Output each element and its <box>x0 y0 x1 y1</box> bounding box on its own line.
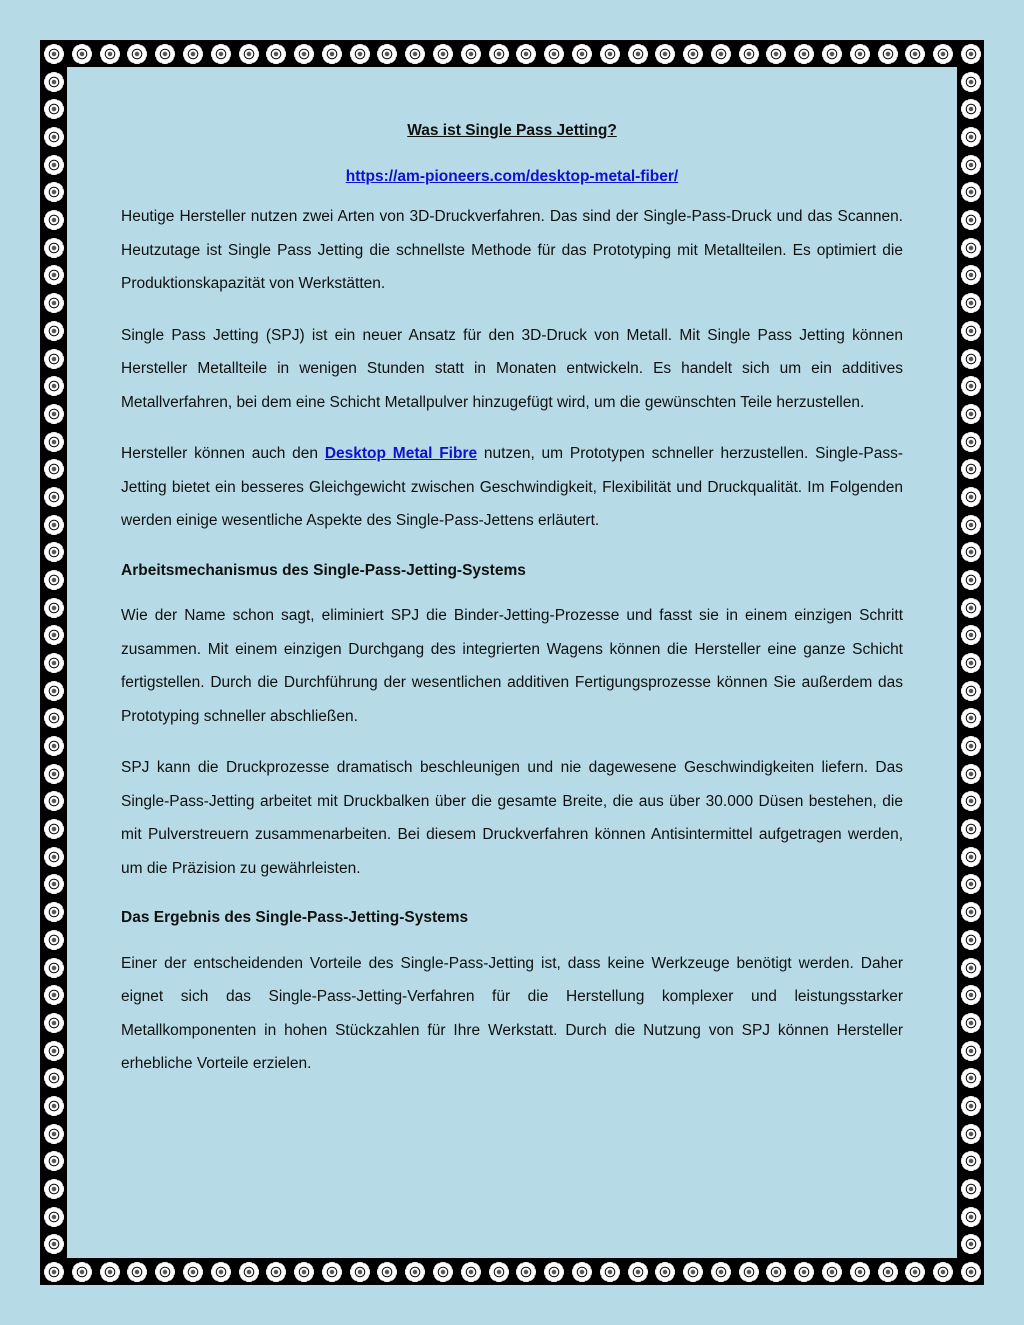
flower-icon <box>961 570 981 590</box>
flower-icon <box>711 1262 731 1282</box>
flower-icon <box>961 293 981 313</box>
flower-icon <box>239 1262 259 1282</box>
flower-icon <box>822 44 842 64</box>
flower-icon <box>100 1262 120 1282</box>
flower-icon <box>711 44 731 64</box>
flower-icon <box>961 1207 981 1227</box>
flower-icon <box>961 847 981 867</box>
flower-icon <box>155 1262 175 1282</box>
flower-icon <box>600 1262 620 1282</box>
paragraph-text: Hersteller können auch den <box>121 445 325 462</box>
flower-icon <box>44 570 64 590</box>
flower-icon <box>961 902 981 922</box>
flower-icon <box>961 44 981 64</box>
flower-icon <box>44 155 64 175</box>
paragraph-mechanism: Wie der Name schon sagt, eliminiert SPJ die Binder-Jetting-Prozesse und fasst sie in einem einzigen Schritt zusammen. Mit einem einzigen Durchgang des integrierten Wagens können die Hersteller eine ganze Schicht fertigstellen. Durch die Durchführung der wesentlichen additiven Fertigungsprozesse können Sie außerdem das Prototyping schneller abschließen. <box>121 607 903 725</box>
flower-icon <box>44 487 64 507</box>
document-body <box>121 112 903 1081</box>
flower-icon <box>44 902 64 922</box>
source-link[interactable]: https://am-pioneers.com/desktop-metal-fiber/ <box>345 168 679 185</box>
flower-icon <box>961 681 981 701</box>
flower-icon <box>294 44 314 64</box>
flower-icon <box>44 819 64 839</box>
desktop-metal-fibre-link[interactable]: Desktop Metal Fibre <box>324 445 478 462</box>
flower-icon <box>44 958 64 978</box>
flower-icon <box>350 1262 370 1282</box>
flower-icon <box>44 1013 64 1033</box>
flower-icon <box>683 44 703 64</box>
flower-icon <box>961 432 981 452</box>
flower-icon <box>600 44 620 64</box>
flower-icon <box>961 1013 981 1033</box>
flower-icon <box>961 238 981 258</box>
paragraph-spj-definition: Single Pass Jetting (SPJ) ist ein neuer Ansatz für den 3D-Druck von Metall. Mit Single Pass Jetting können Hersteller Metallteile in wenigen Stunden statt in Monaten entwickeln. Es handelt sich um ein additives Metallverfahren, bei dem eine Schicht Metallpulver hinzugefügt wird, um die gewünschten Teile herzustellen. <box>121 326 903 411</box>
source-url <box>121 168 903 186</box>
flower-icon <box>72 1262 92 1282</box>
flower-icon <box>961 210 981 230</box>
flower-icon <box>211 44 231 64</box>
flower-icon <box>44 238 64 258</box>
flower-icon <box>878 1262 898 1282</box>
flower-icon <box>961 487 981 507</box>
flower-icon <box>44 515 64 535</box>
flower-icon <box>44 598 64 618</box>
flower-icon <box>44 847 64 867</box>
flower-icon <box>739 1262 759 1282</box>
section-heading-result: Das Ergebnis des Single-Pass-Jetting-Systems <box>121 909 469 926</box>
flower-icon <box>961 1096 981 1116</box>
flower-icon <box>44 1262 64 1282</box>
flower-icon <box>961 72 981 92</box>
flower-icon <box>961 321 981 341</box>
flower-icon <box>183 1262 203 1282</box>
flower-icon <box>961 1124 981 1144</box>
flower-icon <box>822 1262 842 1282</box>
flower-icon <box>961 349 981 369</box>
flower-icon <box>44 349 64 369</box>
flower-icon <box>850 44 870 64</box>
flower-icon <box>878 44 898 64</box>
flower-icon <box>628 1262 648 1282</box>
flower-icon <box>961 155 981 175</box>
flower-icon <box>322 44 342 64</box>
flower-icon <box>44 44 64 64</box>
flower-icon <box>183 44 203 64</box>
flower-icon <box>322 1262 342 1282</box>
flower-icon <box>44 210 64 230</box>
flower-icon <box>433 44 453 64</box>
flower-icon <box>433 1262 453 1282</box>
flower-icon <box>961 515 981 535</box>
paragraph-desktop-metal <box>121 437 903 538</box>
flower-icon <box>239 44 259 64</box>
flower-icon <box>489 1262 509 1282</box>
flower-icon <box>572 44 592 64</box>
flower-icon <box>44 930 64 950</box>
flower-icon <box>961 127 981 147</box>
flower-icon <box>44 127 64 147</box>
flower-icon <box>683 1262 703 1282</box>
flower-icon <box>850 1262 870 1282</box>
flower-icon <box>461 1262 481 1282</box>
flower-icon <box>350 44 370 64</box>
flower-icon <box>961 1179 981 1199</box>
flower-icon <box>628 44 648 64</box>
flower-icon <box>489 44 509 64</box>
paragraph-text: nutzen, um Prototypen schneller herzustellen. Single-Pass-Jetting bietet ein besseres Gleichgewicht zwischen Geschwindigkeit, Flexibilität und Druckqualität. Im Folgenden werden einige wesentliche Aspekte des Single-Pass-Jettens erläutert. <box>121 445 904 529</box>
flower-icon <box>44 1179 64 1199</box>
paragraph-intro: Heutige Hersteller nutzen zwei Arten von 3D-Druckverfahren. Das sind der Single-Pass-Druck und das Scannen. Heutzutage ist Single Pass Jetting die schnellste Methode für das Prototyping mit Metallteilen. Es optimiert die Produktionskapazität von Werkstätten. <box>121 208 903 292</box>
flower-icon <box>44 764 64 784</box>
flower-icon <box>44 681 64 701</box>
flower-icon <box>44 321 64 341</box>
flower-icon <box>100 44 120 64</box>
flower-icon <box>44 736 64 756</box>
flower-icon <box>44 1041 64 1061</box>
flower-icon <box>44 1096 64 1116</box>
flower-icon <box>294 1262 314 1282</box>
flower-icon <box>44 293 64 313</box>
flower-icon <box>461 44 481 64</box>
paragraph-result: Einer der entscheidenden Vorteile des Single-Pass-Jetting ist, dass keine Werkzeuge benötigt werden. Daher eignet sich das Single-Pass-Jetting-Verfahren für die Herstellung komplexer und leistungsstarker Metallkomponenten in hohen Stückzahlen für Ihre Werkstatt. Durch die Nutzung von SPJ können Hersteller erhebliche Vorteile erzielen. <box>121 954 903 1072</box>
flower-icon <box>44 653 64 673</box>
flower-icon <box>961 653 981 673</box>
flower-icon <box>44 1207 64 1227</box>
flower-icon <box>961 958 981 978</box>
flower-icon <box>961 598 981 618</box>
flower-icon <box>961 736 981 756</box>
document-title: Was ist Single Pass Jetting? <box>407 122 617 139</box>
flower-icon <box>72 44 92 64</box>
flower-icon <box>211 1262 231 1282</box>
flower-icon <box>44 1124 64 1144</box>
flower-icon <box>155 44 175 64</box>
flower-icon <box>961 1041 981 1061</box>
flower-icon <box>961 764 981 784</box>
paragraph-speed: SPJ kann die Druckprozesse dramatisch beschleunigen und nie dagewesene Geschwindigkeiten liefern. Das Single-Pass-Jetting arbeitet mit Druckbalken über die gesamte Breite, die aus über 30.000 Düsen bestehen, die mit Pulverstreuern zusammenarbeiten. Bei diesem Druckverfahren können Antisintermittel aufgetragen werden, um die Präzision zu gewährleisten. <box>121 759 903 877</box>
flower-icon <box>44 432 64 452</box>
flower-icon <box>961 1262 981 1282</box>
flower-icon <box>739 44 759 64</box>
flower-icon <box>44 72 64 92</box>
flower-icon <box>44 404 64 424</box>
flower-icon <box>572 1262 592 1282</box>
flower-icon <box>961 930 981 950</box>
flower-icon <box>961 819 981 839</box>
flower-icon <box>961 404 981 424</box>
section-heading-mechanism: Arbeitsmechanismus des Single-Pass-Jetting-Systems <box>121 561 526 579</box>
